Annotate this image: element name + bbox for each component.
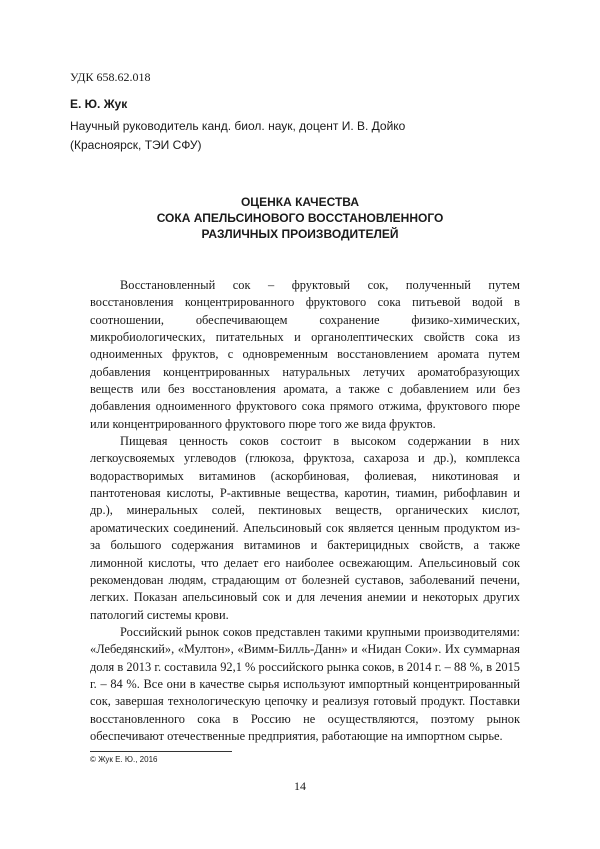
copyright-footnote: © Жук Е. Ю., 2016	[90, 755, 158, 764]
title-line-2: СОКА АПЕЛЬСИНОВОГО ВОССТАНОВЛЕННОГО	[156, 211, 444, 225]
udk-code: УДК 658.62.018	[70, 70, 151, 84]
article-body	[90, 277, 520, 745]
institution-line: (Красноярск, ТЭИ СФУ)	[70, 138, 202, 152]
author-name: Е. Ю. Жук	[70, 97, 128, 111]
author-affiliation	[70, 117, 530, 155]
supervisor-line: Научный руководитель канд. биол. наук, доцент И. В. Дойко	[70, 119, 406, 133]
paragraph-2: Пищевая ценность соков состоит в высоком содержании в них легкоусвояемых углеводов (глюкоза, фруктоза, сахароза и др.), комплекса водорастворимых витаминов (аскорбиновая, фолиевая, никотиновая и пантотеновая кислоты, Р-активные вещества, каротин, тиамин, рибофлавин и др.), минеральных солей, пектиновых веществ, органических кислот, ароматических соединений. Апельсиновый сок является ценным продуктом из-за большого содержания витаминов и бактерицидных свойств, а также лимонной кислоты, что делает его наиболее освежающим. Апельсиновый сок рекомендован людям, страдающим от болезней суставов, заболеваний печени, легких. Показан апельсиновый сок и для лечения анемии и некоторых других патологий системы крови.	[90, 434, 520, 622]
title-line-3: РАЗЛИЧНЫХ ПРОИЗВОДИТЕЛЕЙ	[201, 227, 399, 241]
paragraph-3: Российский рынок соков представлен такими крупными производителями: «Лебедянский», «Мултон», «Вимм-Билль-Данн» и «Нидан Соки». Их суммарная доля в 2013 г. составила 92,1 % российского рынка соков, в 2014 г. – 88 %, в 2015 г. – 84 %. Все они в качестве сырья используют импортный концентрированный сок, завершая технологическую цепочку и реализуя готовый продукт. Поставки восстановленного сока в Россию не осуществляются, поэтому рынок обеспечивают отечественные предприятия, работающие на импортном сырье.	[90, 624, 520, 743]
paragraph-1: Восстановленный сок – фруктовый сок, полученный путем восстановления концентрированного фруктового сока питьевой водой в соотношении, обеспечивающем сохранение физико-химических, микробиологических, питательных и органолептических свойств сока из одноименных фруктов, с одновременным восстановлением аромата путем добавления концентрированных натуральных летучих ароматобразующих веществ или без восстановления аромата, а также с добавлением или без добавления одноименного фруктового сока прямого отжима, фруктового пюре или концентрированного фруктового пюре того же вида фруктов.	[90, 278, 520, 431]
footnote-separator	[90, 751, 232, 752]
page-number: 14	[294, 779, 306, 793]
title-line-1: ОЦЕНКА КАЧЕСТВА	[240, 195, 360, 209]
article-title	[70, 194, 530, 242]
